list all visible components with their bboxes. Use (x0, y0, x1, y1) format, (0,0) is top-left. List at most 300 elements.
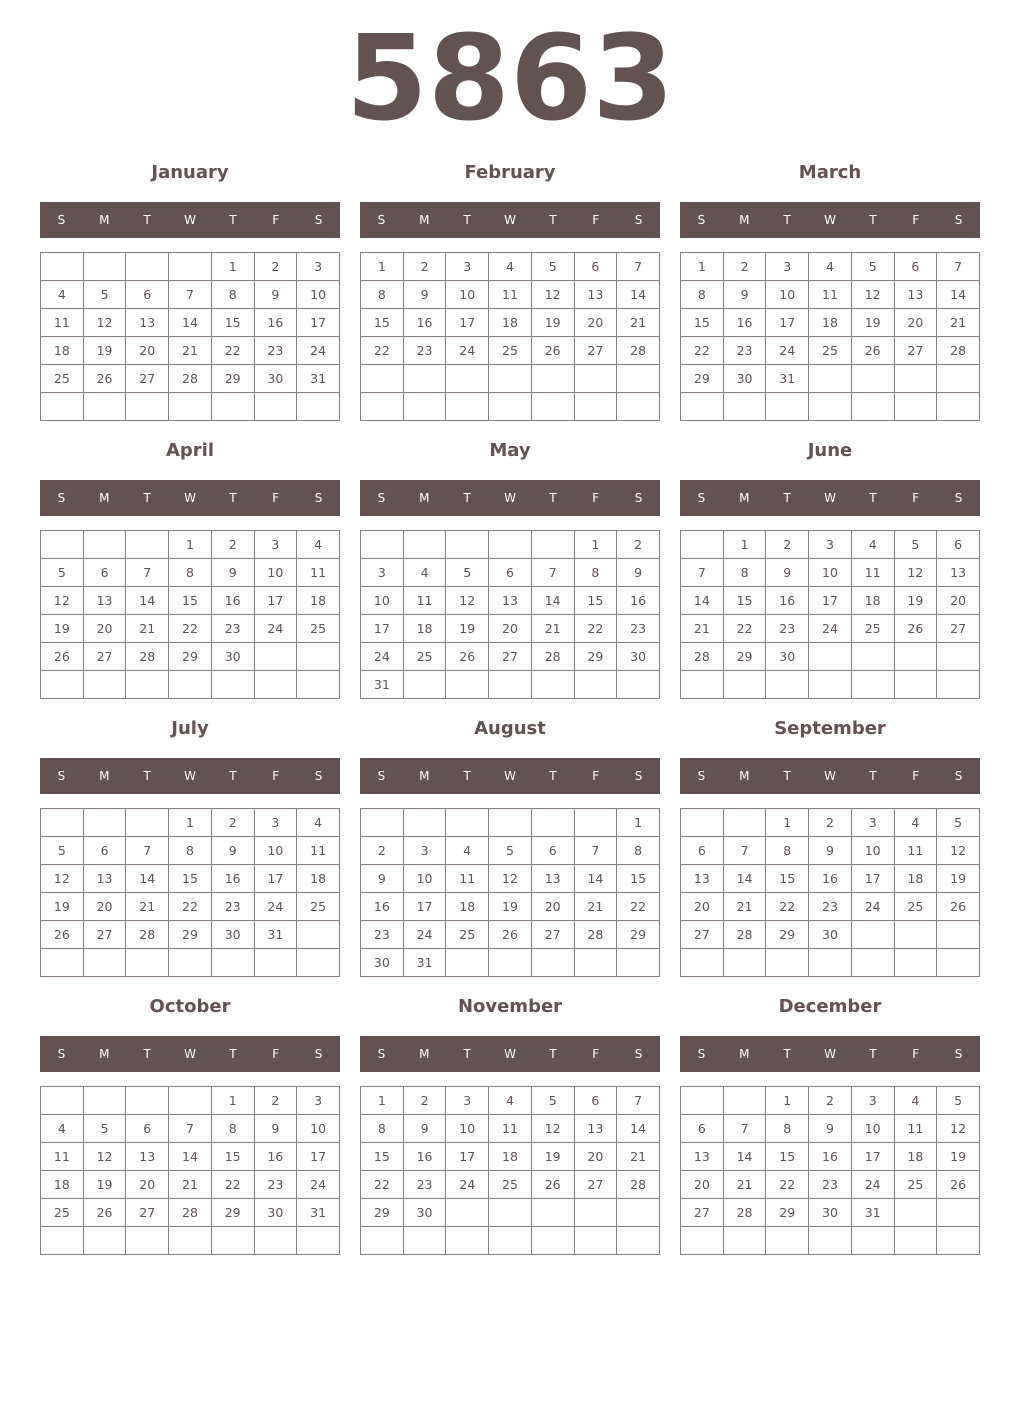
day-cell: 30 (211, 921, 254, 949)
day-cell: 17 (297, 1143, 340, 1171)
week-row (41, 309, 340, 337)
day-cell: 25 (41, 365, 84, 393)
day-cell: 3 (809, 531, 852, 559)
empty-day-cell (531, 393, 574, 421)
day-cell: 18 (446, 893, 489, 921)
empty-day-cell (894, 921, 937, 949)
weekday-label: T (143, 213, 151, 227)
day-cell: 4 (809, 253, 852, 281)
day-cell: 23 (211, 893, 254, 921)
empty-day-cell (531, 1199, 574, 1227)
empty-day-cell (446, 1227, 489, 1255)
empty-day-cell (297, 671, 340, 699)
day-cell: 16 (403, 309, 446, 337)
empty-day-cell (211, 1227, 254, 1255)
empty-day-cell (254, 1227, 297, 1255)
day-cell: 15 (211, 309, 254, 337)
empty-day-cell (766, 949, 809, 977)
empty-day-cell (83, 253, 126, 281)
weekday-label: T (463, 213, 471, 227)
week-row (41, 393, 340, 421)
day-cell: 19 (937, 1143, 980, 1171)
day-cell: 25 (403, 643, 446, 671)
day-cell: 13 (531, 865, 574, 893)
day-cell: 3 (851, 809, 894, 837)
weekday-label: F (592, 769, 600, 783)
empty-day-cell (83, 1227, 126, 1255)
empty-day-cell (574, 949, 617, 977)
day-cell: 25 (851, 615, 894, 643)
day-cell: 2 (617, 531, 660, 559)
weekday-label: S (697, 213, 706, 227)
day-cell: 5 (894, 531, 937, 559)
day-cell: 5 (851, 253, 894, 281)
day-grid (40, 252, 340, 421)
week-row (41, 531, 340, 559)
day-cell: 9 (809, 1115, 852, 1143)
day-cell: 23 (766, 615, 809, 643)
day-cell: 11 (851, 559, 894, 587)
day-grid (360, 808, 660, 977)
day-cell: 30 (766, 643, 809, 671)
week-row (681, 1199, 980, 1227)
week-row (681, 587, 980, 615)
day-cell: 25 (297, 893, 340, 921)
day-cell: 24 (254, 893, 297, 921)
day-cell: 9 (723, 281, 766, 309)
day-grid (360, 530, 660, 699)
empty-day-cell (489, 809, 532, 837)
day-cell: 28 (681, 643, 724, 671)
day-cell: 2 (403, 253, 446, 281)
empty-day-cell (809, 1227, 852, 1255)
day-cell: 5 (41, 837, 84, 865)
day-cell: 11 (894, 837, 937, 865)
day-cell: 8 (723, 559, 766, 587)
day-cell: 31 (766, 365, 809, 393)
week-row (41, 671, 340, 699)
day-cell: 13 (681, 1143, 724, 1171)
empty-day-cell (254, 643, 297, 671)
day-cell: 20 (937, 587, 980, 615)
empty-day-cell (937, 1199, 980, 1227)
day-grid (40, 808, 340, 977)
day-cell: 11 (41, 1143, 84, 1171)
day-cell: 2 (403, 1087, 446, 1115)
day-cell: 19 (83, 1171, 126, 1199)
week-row (361, 1171, 660, 1199)
day-cell: 7 (169, 281, 212, 309)
day-cell: 22 (766, 1171, 809, 1199)
day-cell: 29 (617, 921, 660, 949)
day-cell: 12 (83, 309, 126, 337)
week-row (361, 949, 660, 977)
empty-day-cell (681, 1087, 724, 1115)
day-grid (680, 808, 980, 977)
day-cell: 1 (361, 1087, 404, 1115)
empty-day-cell (83, 1087, 126, 1115)
weekday-label: S (954, 769, 963, 783)
day-cell: 16 (723, 309, 766, 337)
day-cell: 17 (254, 865, 297, 893)
weekday-label: W (504, 1047, 516, 1061)
day-cell: 24 (809, 615, 852, 643)
empty-day-cell (489, 1227, 532, 1255)
week-row (681, 1087, 980, 1115)
week-row (361, 809, 660, 837)
weekday-label: S (954, 491, 963, 505)
weekday-label: T (229, 769, 237, 783)
day-cell: 4 (489, 253, 532, 281)
day-cell: 4 (297, 531, 340, 559)
day-cell: 1 (211, 253, 254, 281)
day-cell: 5 (83, 1115, 126, 1143)
day-cell: 11 (894, 1115, 937, 1143)
weekday-label: S (57, 213, 66, 227)
day-cell: 2 (723, 253, 766, 281)
week-row (361, 281, 660, 309)
weekday-label: S (314, 491, 323, 505)
empty-day-cell (894, 643, 937, 671)
day-cell: 17 (403, 893, 446, 921)
day-cell: 14 (681, 587, 724, 615)
day-cell: 9 (211, 837, 254, 865)
empty-day-cell (851, 393, 894, 421)
day-cell: 19 (937, 865, 980, 893)
empty-day-cell (126, 671, 169, 699)
day-cell: 18 (297, 587, 340, 615)
day-cell: 19 (531, 1143, 574, 1171)
day-cell: 3 (766, 253, 809, 281)
empty-day-cell (531, 365, 574, 393)
weekday-label: S (954, 1047, 963, 1061)
day-cell: 7 (681, 559, 724, 587)
week-row (361, 921, 660, 949)
day-cell: 7 (617, 253, 660, 281)
day-cell: 6 (489, 559, 532, 587)
weekday-label: F (592, 213, 600, 227)
day-cell: 27 (83, 643, 126, 671)
day-cell: 23 (403, 337, 446, 365)
weekday-label: T (549, 769, 557, 783)
empty-day-cell (809, 365, 852, 393)
day-cell: 20 (894, 309, 937, 337)
week-row (361, 1115, 660, 1143)
day-cell: 22 (211, 1171, 254, 1199)
day-cell: 8 (766, 837, 809, 865)
weekday-label: T (869, 213, 877, 227)
empty-day-cell (489, 393, 532, 421)
day-cell: 23 (361, 921, 404, 949)
day-cell: 12 (489, 865, 532, 893)
day-cell: 17 (446, 309, 489, 337)
weekday-header (680, 480, 980, 516)
empty-day-cell (297, 949, 340, 977)
weekday-label: W (184, 213, 196, 227)
day-cell: 16 (403, 1143, 446, 1171)
day-cell: 11 (297, 559, 340, 587)
empty-day-cell (41, 809, 84, 837)
weekday-label: M (739, 491, 750, 505)
day-cell: 17 (361, 615, 404, 643)
weekday-header (360, 480, 660, 516)
day-cell: 2 (211, 809, 254, 837)
weekday-header (360, 1036, 660, 1072)
weekday-label: F (272, 769, 280, 783)
empty-day-cell (403, 393, 446, 421)
day-cell: 22 (361, 337, 404, 365)
day-cell: 7 (126, 559, 169, 587)
day-cell: 27 (681, 1199, 724, 1227)
day-cell: 3 (446, 1087, 489, 1115)
day-cell: 21 (126, 615, 169, 643)
weekday-label: S (634, 769, 643, 783)
empty-day-cell (723, 671, 766, 699)
day-cell: 21 (617, 1143, 660, 1171)
empty-day-cell (361, 531, 404, 559)
day-cell: 10 (254, 559, 297, 587)
week-row (41, 337, 340, 365)
day-cell: 28 (574, 921, 617, 949)
day-cell: 7 (617, 1087, 660, 1115)
day-grid (40, 1086, 340, 1255)
day-cell: 4 (297, 809, 340, 837)
day-cell: 13 (126, 1143, 169, 1171)
day-cell: 26 (531, 1171, 574, 1199)
empty-day-cell (254, 671, 297, 699)
empty-day-cell (41, 1087, 84, 1115)
day-cell: 10 (851, 1115, 894, 1143)
day-cell: 22 (766, 893, 809, 921)
day-cell: 20 (489, 615, 532, 643)
empty-day-cell (894, 1227, 937, 1255)
day-cell: 23 (809, 1171, 852, 1199)
empty-day-cell (531, 671, 574, 699)
weekday-label: F (272, 1047, 280, 1061)
empty-day-cell (211, 393, 254, 421)
day-cell: 20 (574, 309, 617, 337)
day-cell: 5 (937, 1087, 980, 1115)
day-cell: 15 (211, 1143, 254, 1171)
month-name: November (457, 996, 563, 1017)
week-row (361, 587, 660, 615)
weekday-label: T (463, 769, 471, 783)
day-cell: 21 (126, 893, 169, 921)
weekday-label: F (912, 491, 920, 505)
day-cell: 8 (211, 281, 254, 309)
day-cell: 7 (937, 253, 980, 281)
weekday-label: T (229, 213, 237, 227)
week-row (41, 893, 340, 921)
day-cell: 12 (937, 1115, 980, 1143)
empty-day-cell (297, 921, 340, 949)
day-cell: 9 (403, 281, 446, 309)
empty-day-cell (83, 671, 126, 699)
day-cell: 16 (809, 865, 852, 893)
empty-day-cell (531, 531, 574, 559)
day-cell: 7 (169, 1115, 212, 1143)
day-cell: 15 (574, 587, 617, 615)
day-cell: 29 (681, 365, 724, 393)
day-cell: 19 (41, 615, 84, 643)
day-cell: 8 (211, 1115, 254, 1143)
day-cell: 24 (851, 893, 894, 921)
day-cell: 8 (361, 281, 404, 309)
day-cell: 6 (937, 531, 980, 559)
day-cell: 10 (361, 587, 404, 615)
year-title: 5863 (345, 9, 675, 147)
month-name: September (774, 718, 886, 739)
empty-day-cell (574, 671, 617, 699)
day-cell: 20 (83, 615, 126, 643)
day-cell: 22 (574, 615, 617, 643)
weekday-label: T (549, 491, 557, 505)
day-cell: 5 (41, 559, 84, 587)
empty-day-cell (574, 809, 617, 837)
empty-day-cell (681, 531, 724, 559)
day-grid (680, 252, 980, 421)
empty-day-cell (937, 949, 980, 977)
weekday-header (680, 1036, 980, 1072)
week-row (681, 893, 980, 921)
empty-day-cell (126, 393, 169, 421)
day-cell: 6 (681, 1115, 724, 1143)
weekday-label: F (912, 213, 920, 227)
day-cell: 1 (617, 809, 660, 837)
week-row (361, 893, 660, 921)
day-cell: 13 (126, 309, 169, 337)
weekday-label: W (824, 213, 836, 227)
empty-day-cell (809, 643, 852, 671)
day-cell: 8 (617, 837, 660, 865)
day-cell: 23 (211, 615, 254, 643)
weekday-label: S (697, 769, 706, 783)
day-cell: 5 (83, 281, 126, 309)
day-cell: 17 (851, 865, 894, 893)
day-cell: 4 (894, 809, 937, 837)
week-row (41, 615, 340, 643)
empty-day-cell (297, 643, 340, 671)
weekday-label: T (869, 1047, 877, 1061)
empty-day-cell (894, 1199, 937, 1227)
day-cell: 15 (169, 587, 212, 615)
week-row (681, 671, 980, 699)
day-cell: 14 (723, 1143, 766, 1171)
month-name: July (171, 718, 209, 739)
day-cell: 28 (169, 1199, 212, 1227)
empty-day-cell (83, 393, 126, 421)
empty-day-cell (617, 671, 660, 699)
day-grid (680, 1086, 980, 1255)
day-cell: 27 (681, 921, 724, 949)
weekday-label: M (99, 213, 110, 227)
day-cell: 3 (851, 1087, 894, 1115)
day-cell: 16 (254, 309, 297, 337)
day-cell: 12 (41, 587, 84, 615)
empty-day-cell (403, 531, 446, 559)
week-row (681, 253, 980, 281)
empty-day-cell (851, 365, 894, 393)
day-cell: 8 (169, 559, 212, 587)
weekday-label: T (463, 491, 471, 505)
weekday-header (40, 480, 340, 516)
day-cell: 20 (83, 893, 126, 921)
empty-day-cell (403, 365, 446, 393)
day-cell: 14 (574, 865, 617, 893)
weekday-label: S (634, 213, 643, 227)
day-cell: 19 (446, 615, 489, 643)
day-cell: 18 (403, 615, 446, 643)
week-row (681, 921, 980, 949)
weekday-label: W (184, 491, 196, 505)
day-cell: 11 (809, 281, 852, 309)
day-cell: 9 (403, 1115, 446, 1143)
day-cell: 12 (446, 587, 489, 615)
empty-day-cell (809, 393, 852, 421)
day-cell: 20 (681, 1171, 724, 1199)
weekday-label: S (314, 769, 323, 783)
day-cell: 7 (723, 1115, 766, 1143)
week-row (41, 587, 340, 615)
empty-day-cell (851, 643, 894, 671)
empty-day-cell (531, 809, 574, 837)
day-cell: 1 (361, 253, 404, 281)
empty-day-cell (126, 253, 169, 281)
day-cell: 15 (361, 1143, 404, 1171)
month-name: October (149, 996, 231, 1017)
day-cell: 26 (83, 365, 126, 393)
day-cell: 30 (809, 921, 852, 949)
day-cell: 23 (254, 337, 297, 365)
empty-day-cell (723, 949, 766, 977)
day-cell: 1 (169, 809, 212, 837)
weekday-label: M (99, 769, 110, 783)
day-cell: 10 (851, 837, 894, 865)
empty-day-cell (297, 393, 340, 421)
day-cell: 3 (254, 809, 297, 837)
day-cell: 26 (531, 337, 574, 365)
week-row (361, 253, 660, 281)
day-cell: 14 (169, 1143, 212, 1171)
day-grid (40, 530, 340, 699)
weekday-header (40, 1036, 340, 1072)
day-cell: 11 (489, 281, 532, 309)
week-row (361, 671, 660, 699)
day-cell: 21 (937, 309, 980, 337)
day-cell: 18 (894, 1143, 937, 1171)
day-cell: 21 (723, 893, 766, 921)
day-cell: 28 (723, 921, 766, 949)
day-cell: 25 (41, 1199, 84, 1227)
day-cell: 14 (126, 865, 169, 893)
day-cell: 6 (83, 559, 126, 587)
empty-day-cell (617, 1227, 660, 1255)
weekday-label: T (783, 213, 791, 227)
empty-day-cell (531, 949, 574, 977)
weekday-label: T (143, 491, 151, 505)
weekday-header (40, 202, 340, 238)
day-cell: 16 (211, 865, 254, 893)
day-cell: 13 (574, 1115, 617, 1143)
day-cell: 26 (41, 921, 84, 949)
day-cell: 22 (211, 337, 254, 365)
empty-day-cell (937, 393, 980, 421)
weekday-label: T (549, 1047, 557, 1061)
day-cell: 25 (809, 337, 852, 365)
empty-day-cell (681, 1227, 724, 1255)
week-row (681, 615, 980, 643)
day-cell: 25 (489, 337, 532, 365)
